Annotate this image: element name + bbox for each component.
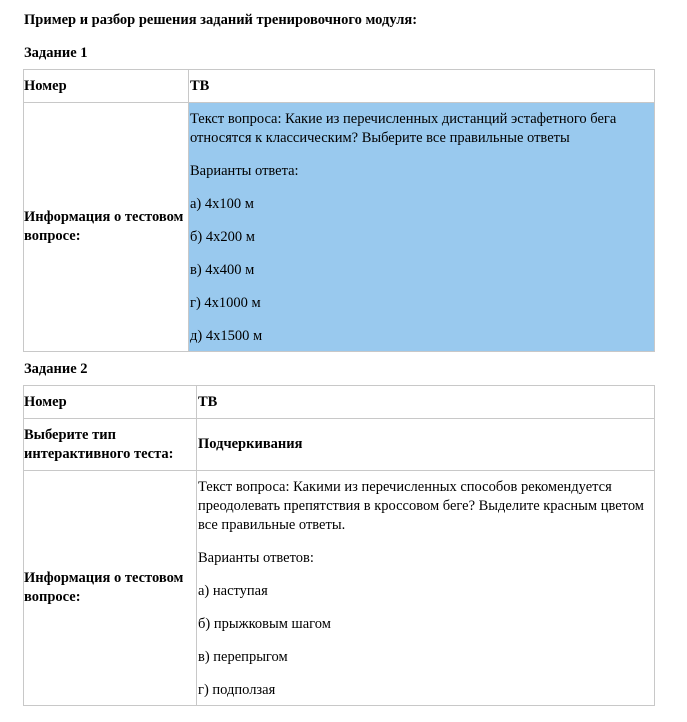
- task2-question-text: Текст вопроса: Какими из перечисленных способов рекомендуется преодолевать препятствия в кроссовом беге? Выделите красным цветом все правильные ответы.: [198, 479, 644, 533]
- task2-number-value: ТВ: [197, 386, 655, 419]
- task2-option: б) прыжковым шагом: [198, 616, 331, 632]
- task2-question-cell: [197, 471, 655, 706]
- task1-info-row: [24, 103, 655, 352]
- task2-number-label: Номер: [24, 386, 197, 419]
- task2-number-row: [24, 386, 655, 419]
- task2-option: в) перепрыгом: [198, 649, 288, 665]
- task1-question-text: Текст вопроса: Какие из перечисленных дистанций эстафетного бега относятся к классическим? Выберите все правильные ответы: [190, 111, 617, 146]
- task1-option: в) 4х400 м: [190, 262, 255, 278]
- task1-table: [23, 69, 655, 352]
- task2-options-label: Варианты ответов:: [198, 550, 314, 566]
- task2-type-label: Выберите тип интерактивного теста:: [24, 419, 197, 471]
- task1-question-cell: [189, 103, 655, 352]
- task2-heading: Задание 2: [24, 361, 88, 377]
- task1-option: д) 4х1500 м: [190, 328, 263, 344]
- task2-type-value: Подчеркивания: [197, 419, 655, 471]
- task1-options-label: Варианты ответа:: [190, 163, 299, 179]
- task1-option: а) 4х100 м: [190, 196, 254, 212]
- task2-table: [23, 385, 655, 706]
- task2-type-row: [24, 419, 655, 471]
- page-title: Пример и разбор решения заданий тренировочного модуля:: [24, 12, 418, 28]
- task2-option: г) подползая: [198, 682, 276, 698]
- task2-info-row: [24, 471, 655, 706]
- task1-heading: Задание 1: [24, 45, 88, 61]
- task1-option: г) 4х1000 м: [190, 295, 261, 311]
- task1-number-value: ТВ: [189, 70, 655, 103]
- task1-number-label: Номер: [24, 70, 189, 103]
- task1-option: б) 4х200 м: [190, 229, 255, 245]
- task2-option: а) наступая: [198, 583, 268, 599]
- task2-info-label: Информация о тестовом вопросе:: [24, 471, 197, 706]
- task1-info-label: Информация о тестовом вопросе:: [24, 103, 189, 352]
- task1-number-row: [24, 70, 655, 103]
